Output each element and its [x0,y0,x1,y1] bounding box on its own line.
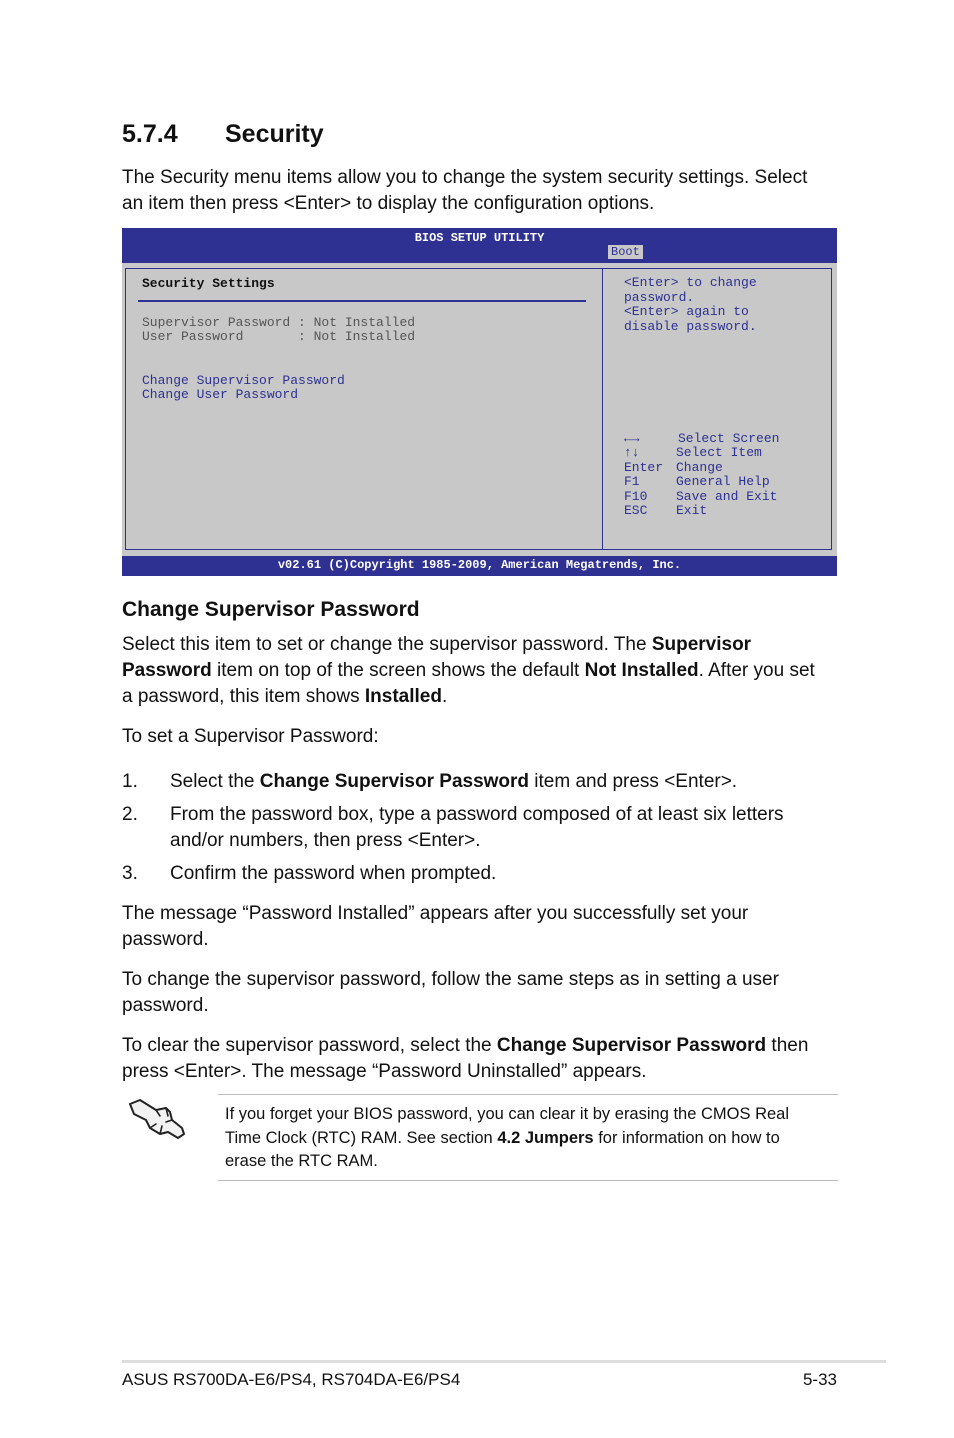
bios-copyright-bar: v02.61 (C)Copyright 1985-2009, American Megatrends, Inc. [122,556,837,576]
text-run: and/or numbers, then press <Enter>. [170,830,481,851]
step-number: 3. [122,863,138,884]
bios-key-f10: F10 [624,489,648,504]
step-2 [170,802,842,854]
intro-line-1: The Security menu items allow you to change the system security settings. Select [122,167,808,188]
message-paragraph [122,901,842,953]
section-title: Security [225,120,324,148]
bios-key-f1: F1 [624,474,640,489]
clear-paragraph [122,1033,842,1085]
bios-header [122,228,837,263]
bios-key-action: Select Item [676,445,762,460]
text-run: press <Enter>. The message “Password Uninstalled” appears. [122,1061,647,1082]
text-run: for information on how to [593,1128,780,1147]
bold-run: Password [122,660,212,681]
bios-key-esc: ESC [624,503,648,518]
bios-help-line: <Enter> again to [624,304,749,319]
change-paragraph [122,967,842,1019]
text-run: Select this item to set or change the supervisor password. The [122,634,652,655]
bios-body [122,263,837,556]
bios-status-user: User Password : Not Installed [142,329,416,344]
bios-divider [602,268,603,550]
section-number: 5.7.4 [122,120,178,148]
bios-key-action: Exit [676,503,708,518]
bold-run: 4.2 Jumpers [497,1128,594,1147]
pointing-hand-icon [126,1094,188,1144]
bold-run: Installed [364,686,442,707]
to-set-line: To set a Supervisor Password: [122,726,379,747]
text-run: item and press <Enter>. [529,771,738,792]
bios-key-action: Save and Exit [676,489,778,504]
bios-section-heading: Security Settings [142,276,275,291]
text-run: a password, this item shows [122,686,365,707]
note-text [225,1103,825,1174]
note-top-rule [218,1094,838,1095]
text-run: Time Clock (RTC) RAM. See section [225,1128,498,1147]
text-run: password. [122,995,209,1016]
bios-heading-rule [138,300,586,302]
bold-run: Change Supervisor Password [259,771,530,792]
bold-run: Supervisor [651,634,752,655]
bold-run: Not Installed [584,660,699,681]
bold-run: Change Supervisor Password [496,1035,767,1056]
bios-title: BIOS SETUP UTILITY [414,231,545,245]
text-run: item on top of the screen shows the default [211,660,585,681]
text-run: If you forget your BIOS password, you can clear it by erasing the CMOS Real [225,1105,790,1123]
bios-key-action: Select Screen [678,431,780,446]
step-1 [170,769,842,795]
bios-help-line: <Enter> to change [624,275,757,290]
step-3: Confirm the password when prompted. [170,863,497,884]
note-bottom-rule [218,1180,838,1181]
text-run: . After you set [698,660,815,681]
bios-option-change-supervisor-password[interactable]: Change Supervisor Password [142,373,345,388]
text-run: password. [122,929,209,950]
text-run: then [766,1035,809,1056]
text-run: erase the RTC RAM. [225,1152,378,1170]
text-run: Select the [170,771,260,792]
bios-key-action: General Help [676,474,770,489]
subsection-heading: Change Supervisor Password [122,598,420,621]
footer-rule [122,1360,886,1363]
text-run: To clear the supervisor password, select the [122,1035,497,1056]
text-run: The message “Password Installed” appears after you successfully set your [122,903,749,924]
footer-product: ASUS RS700DA-E6/PS4, RS704DA-E6/PS4 [122,1370,461,1389]
bios-key-up-down: ↑↓ [624,445,640,460]
text-run: From the password box, type a password composed of at least six letters [170,804,784,825]
bios-key-left-right: ←→ [624,431,640,446]
description-paragraph [122,632,842,710]
bios-help-line: disable password. [624,319,757,334]
bios-key-action: Change [676,460,723,475]
step-number: 2. [122,804,138,825]
intro-paragraph [122,165,842,217]
text-run: To change the supervisor password, follow the same steps as in setting a user [122,969,779,990]
bios-tab-boot[interactable]: Boot [608,245,643,259]
footer-page-number: 5-33 [802,1370,837,1389]
bios-help-line: password. [624,290,695,305]
step-number: 1. [122,771,138,792]
bios-option-change-user-password[interactable]: Change User Password [142,387,299,402]
text-run: . [441,686,448,707]
bios-key-enter: Enter [624,460,664,475]
intro-line-2: an item then press <Enter> to display the configuration options. [122,193,655,214]
bios-status-supervisor: Supervisor Password : Not Installed [142,315,416,330]
